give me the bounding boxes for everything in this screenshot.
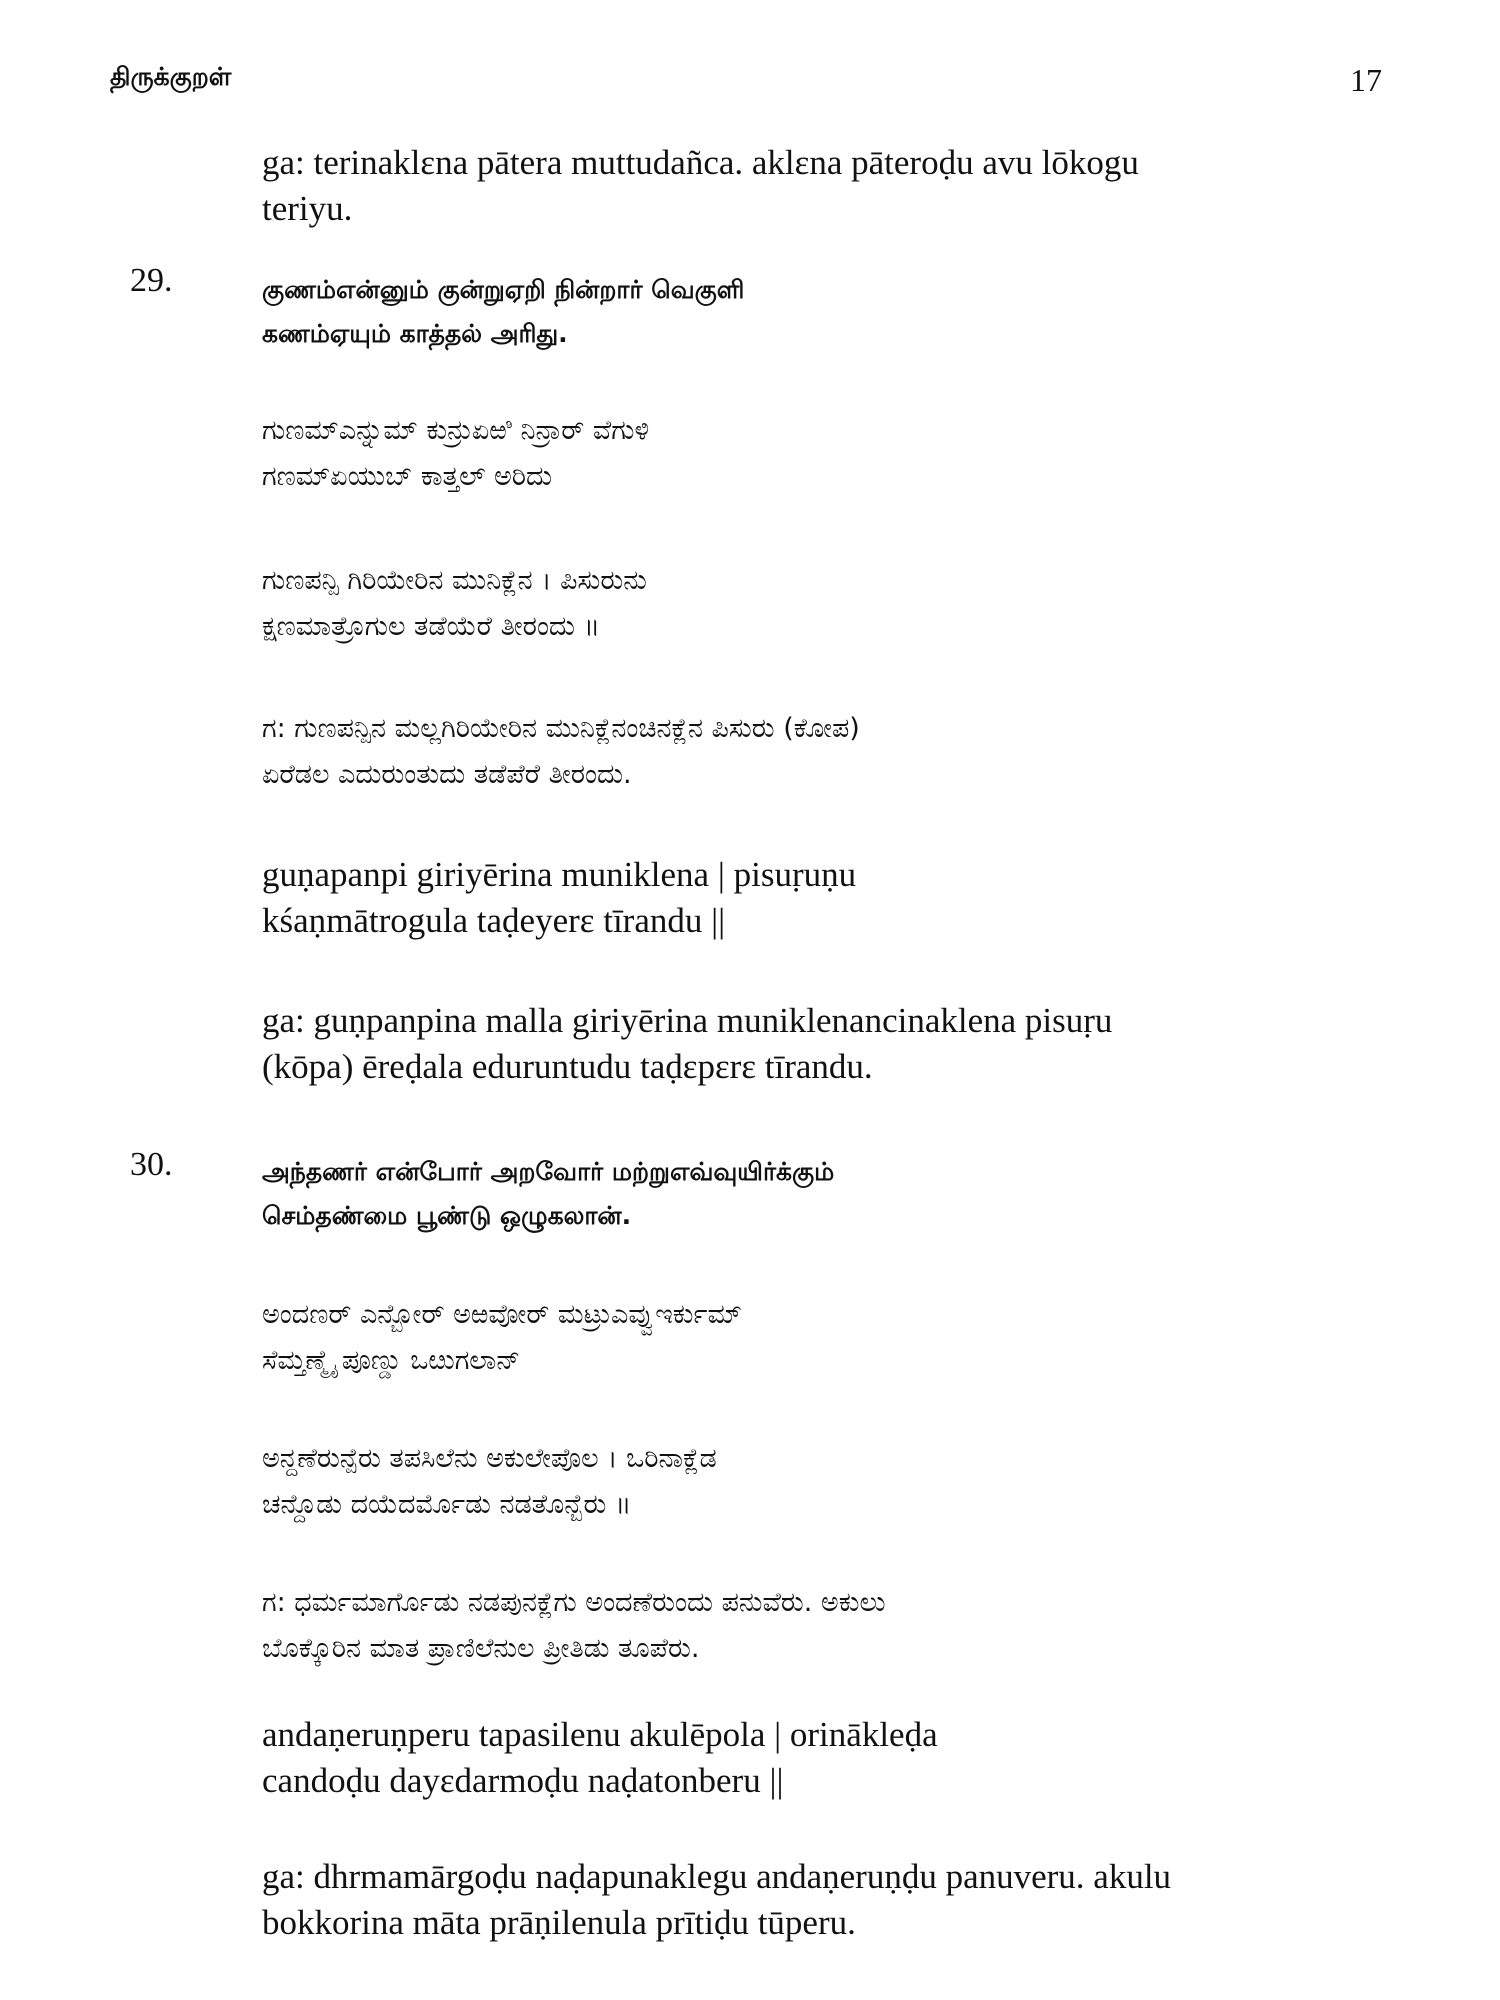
verse-tamil: [262, 1150, 1380, 1238]
tamil-line: அந்தணர் என்போர் அறவோர் மற்றுஎவ்வுயிர்க்கும்: [262, 1157, 835, 1186]
verse-tamil-in-kannada: [262, 408, 1380, 500]
verse-tulu-roman: [262, 1712, 1380, 1804]
carryover-gloss: [262, 140, 1380, 232]
verse-tulu-kannada: [262, 558, 1380, 650]
verse-number: 29.: [130, 262, 173, 299]
gloss-line: bokkorina māta prāṇilenula prītiḍu tūperu.: [262, 1903, 856, 1942]
running-head: திருக்குறள்: [110, 62, 232, 91]
tulu-line: ಚನ್ದೊಡು ದಯೆದರ್ಮೊಡು ನಡತೊನ್ಬೆರು ॥: [262, 1489, 632, 1520]
verse-gloss-roman: [262, 1854, 1380, 1946]
verse-gloss-kannada: [262, 706, 1380, 798]
gloss-line: ga: terinaklɛna pātera muttudañca. aklɛna pāteroḍu avu lōkogu: [262, 143, 1139, 182]
gloss-line: ga: dhrmamārgoḍu naḍapunaklegu andaṇeruṇḍu panuveru. akulu: [262, 1857, 1172, 1896]
gloss-line: ga: guṇpanpina malla giriyērina muniklenancinaklena pisuṛu: [262, 1001, 1113, 1040]
gloss-line: ಗ: ಗುಣಪನ್ಪಿನ ಮಲ್ಲಗಿರಿಯೇರಿನ ಮುನಿಕ್ಲೆನಂಚಿನಕ್ಲೆನ ಪಿಸುರು (ಕೋಪ): [262, 713, 860, 744]
gloss-line: ಬೊಕ್ಕೊರಿನ ಮಾತ ಪ್ರಾಣಿಲೆನುಲ ಪ್ರೀತಿಡು ತೂಪೆರು.: [262, 1633, 700, 1664]
roman-line: candoḍu dayɛdarmoḍu naḍatonberu ||: [262, 1761, 784, 1800]
transliteration-line: ಗಣಮ್ಏಯುಬ್ ಕಾತ್ತಲ್ ಅರಿದು: [262, 461, 553, 492]
tamil-line: கணம்ஏயும் காத்தல் அரிது.: [262, 319, 568, 348]
transliteration-line: ಸೆಮ್ತಣ್ಮೈ ಪೂಣ್ಡು ಒೞುಗಲಾನ್: [262, 1345, 521, 1376]
roman-line: andaṇeruṇperu tapasilenu akulēpola | orinākleḍa: [262, 1715, 938, 1754]
roman-line: guṇapanpi giriyērina muniklena | pisuṛuṇu: [262, 855, 857, 894]
page-number: 17: [1350, 62, 1382, 98]
verse-tamil-in-kannada: [262, 1292, 1380, 1384]
verse-gloss-roman: [262, 998, 1380, 1090]
tamil-line: குணம்என்னும் குன்றுஏறி நின்றார் வெகுளி: [262, 275, 745, 304]
gloss-line: (kōpa) ēreḍala eduruntudu taḍɛpɛrɛ tīrandu.: [262, 1047, 873, 1086]
tulu-line: ಗುಣಪನ್ಪಿ ಗಿರಿಯೇರಿನ ಮುನಿಕ್ಲೆನ । ಪಿಸುರುನು: [262, 565, 647, 596]
verse-tulu-kannada: [262, 1436, 1380, 1528]
verse-tulu-roman: [262, 852, 1380, 944]
transliteration-line: ಗುಣಮ್ಎನ್ನುಮ್ ಕುನ್ರುಏಱಿ ನಿನ್ರಾರ್ ವೆಗುಳಿ: [262, 415, 650, 446]
tulu-line: ಕ್ಷಣಮಾತ್ರೊಗುಲ ತಡೆಯೆರೆ ತೀರಂದು ॥: [262, 611, 601, 642]
gloss-line: teriyu.: [262, 189, 353, 228]
verse-number: 30.: [130, 1146, 173, 1183]
gloss-line: ಏರೆಡಲ ಎದುರುಂತುದು ತಡೆಪೆರೆ ತೀರಂದು.: [262, 759, 632, 790]
tulu-line: ಅನ್ದಣೆರುನ್ಪೆರು ತಪಸಿಲೆನು ಅಕುಲೇಪೊಲ । ಒರಿನಾಕ್ಲೆಡ: [262, 1443, 717, 1474]
verse-tamil: [262, 268, 1380, 356]
verse-gloss-kannada: [262, 1580, 1380, 1672]
gloss-line: ಗ: ಧರ್ಮಮಾರ್ಗೊಡು ನಡಪುನಕ್ಲೆಗು ಅಂದಣೆರುಂದು ಪನುವೆರು. ಅಕುಲು: [262, 1587, 886, 1618]
roman-line: kśaṇmātrogula taḍeyerɛ tīrandu ||: [262, 901, 726, 940]
transliteration-line: ಅಂದಣರ್ ಎನ್ಬೋರ್ ಅಱವೋರ್ ಮಟ್ರುಎವ್ವುಇರ್ಕುಮ್: [262, 1299, 742, 1330]
tamil-line: செம்தண்மை பூண்டு ஒழுகலான்.: [262, 1201, 632, 1230]
